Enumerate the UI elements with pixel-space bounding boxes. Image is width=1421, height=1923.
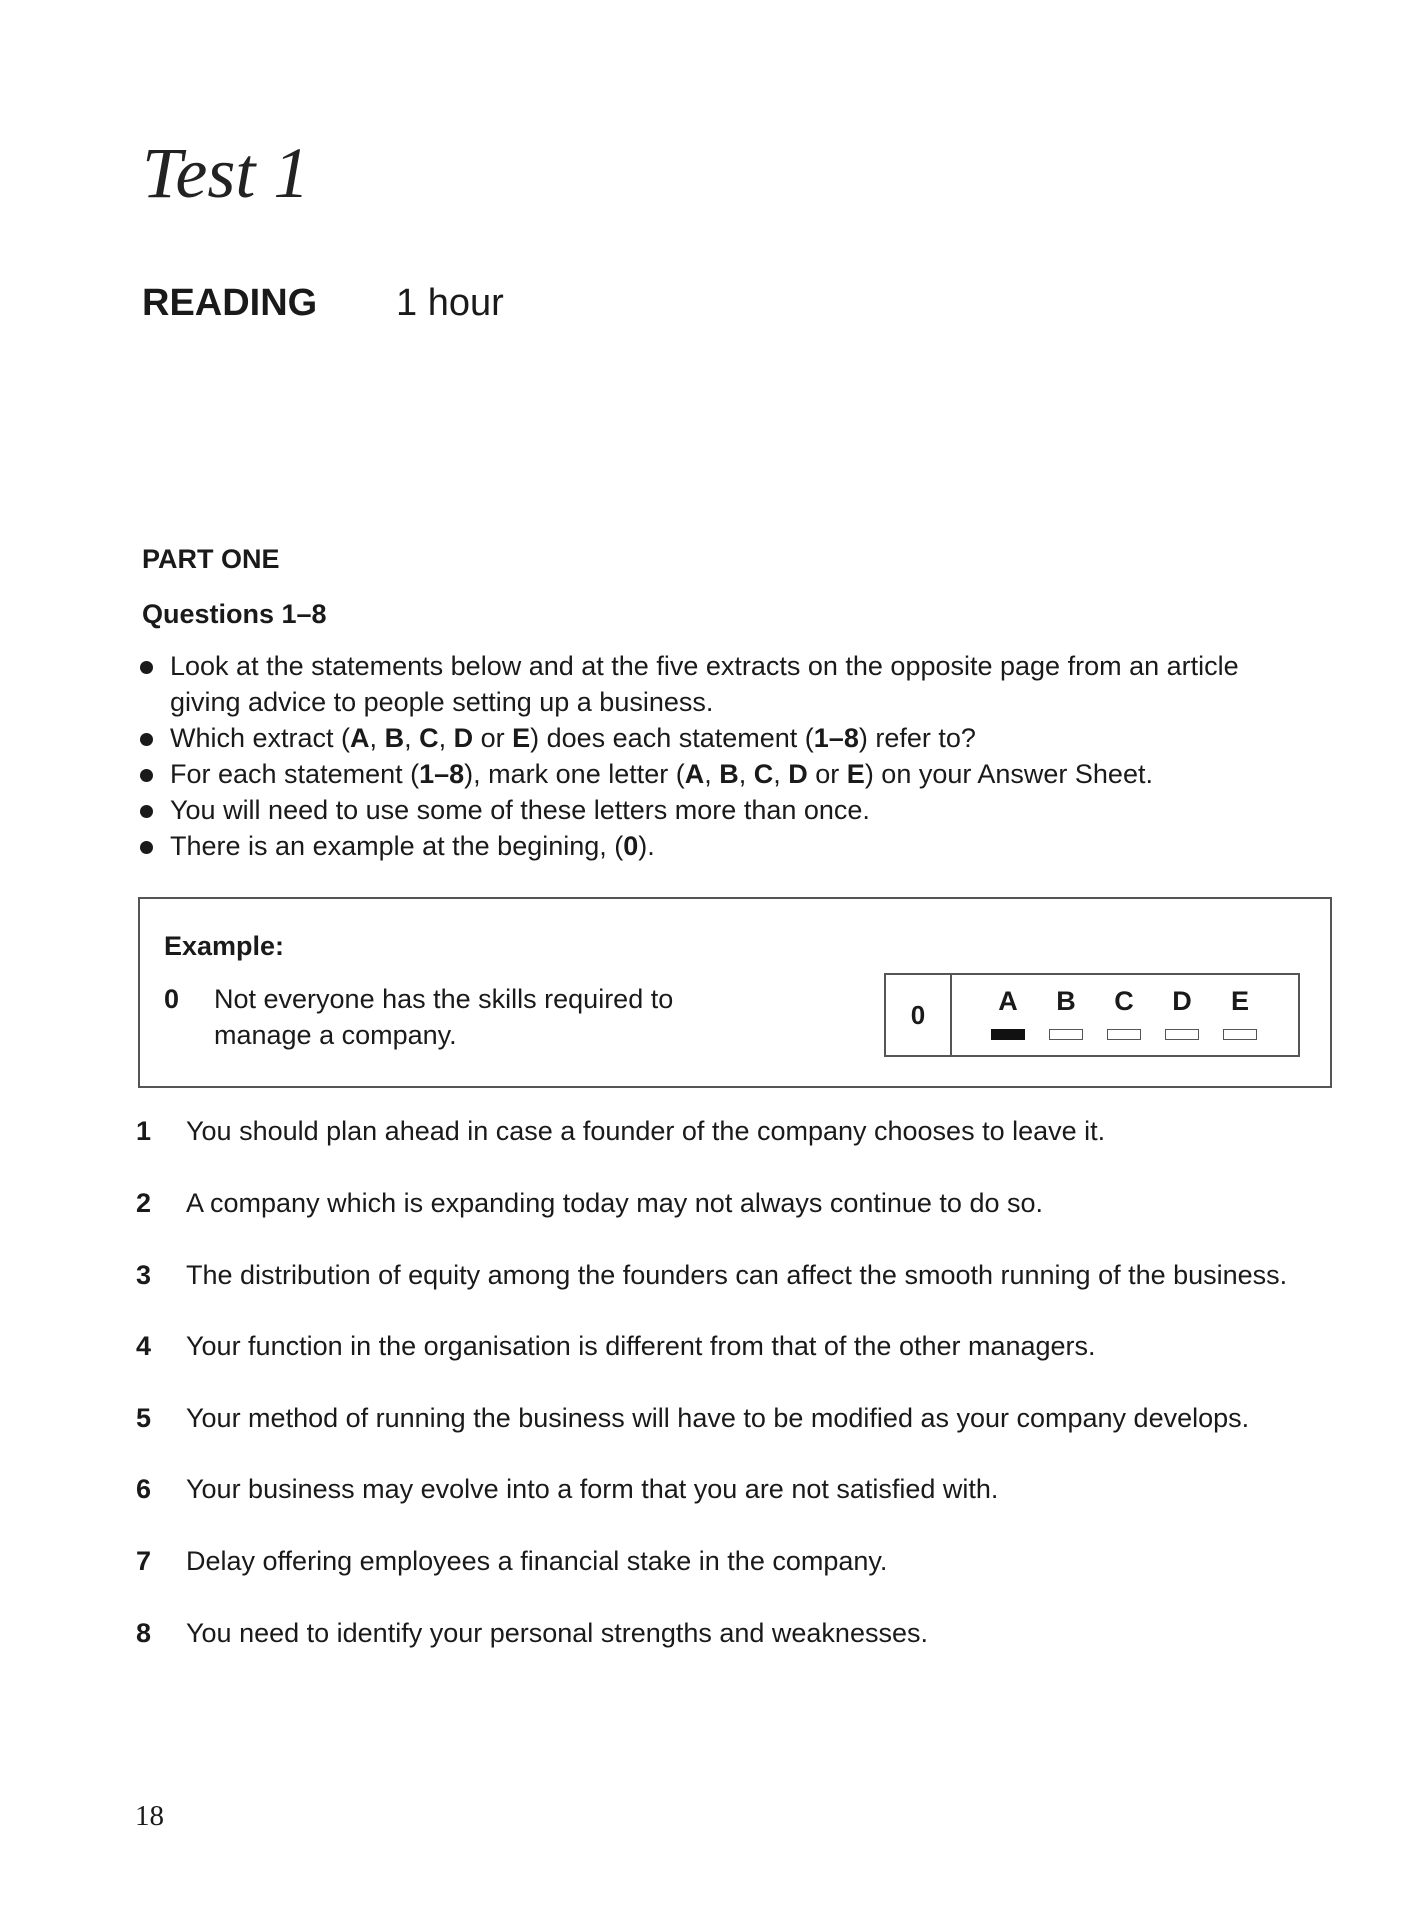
bullet-icon [140,841,153,854]
answer-option-a[interactable] [990,985,1026,1055]
question-text: The distribution of equity among the founders can affect the smooth running of the business. [186,1260,1288,1290]
question-item [136,1113,1296,1149]
section-time: 1 hour [396,282,504,324]
questions-range: Questions 1–8 [142,599,327,629]
bullet-icon [140,661,153,674]
bullet-icon [140,733,153,746]
option-letter: D [1172,986,1192,1016]
empty-answer-box-icon [1107,1029,1141,1040]
question-item [136,1543,1296,1579]
option-letter: A [998,986,1018,1016]
question-number: 1 [136,1116,152,1146]
question-number: 4 [136,1331,152,1361]
answer-option-c[interactable] [1106,985,1142,1055]
questions-list [136,1113,1296,1651]
question-text: You should plan ahead in case a founder of the company chooses to leave it. [186,1116,1106,1146]
option-letter: C [1114,986,1134,1016]
option-letter: E [1230,986,1249,1016]
answer-option-b[interactable] [1048,985,1084,1055]
bullet-icon [140,805,153,818]
empty-answer-box-icon [1165,1029,1199,1040]
example-statement: Not everyone has the skills required to manage a company. [214,984,674,1050]
part-title: PART ONE [142,544,280,574]
answer-option-e[interactable] [1222,985,1258,1055]
question-item [136,1400,1296,1436]
question-text: You need to identify your personal strengths and weaknesses. [186,1618,928,1648]
instruction-item: You will need to use some of these letters more than once. [136,792,1276,828]
question-item [136,1471,1296,1507]
page-number: 18 [135,1800,164,1832]
question-number: 8 [136,1618,152,1648]
instruction-item: Which extract (A, B, C, D or E) does each statement (1–8) refer to? [136,720,1276,756]
question-number: 7 [136,1546,152,1576]
section-name: READING [142,282,318,324]
example-label: Example: [164,931,285,961]
instruction-item: There is an example at the begining, (0). [136,828,1276,864]
example-box [138,897,1332,1088]
question-item [136,1185,1296,1221]
question-number: 5 [136,1403,152,1433]
instructions-list [136,648,1276,864]
instruction-item: For each statement (1–8), mark one letter (A, B, C, D or E) on your Answer Sheet. [136,756,1276,792]
question-text: A company which is expanding today may not always continue to do so. [186,1188,1043,1218]
question-number: 2 [136,1188,152,1218]
question-text: Your business may evolve into a form that you are not satisfied with. [186,1474,999,1504]
empty-answer-box-icon [1049,1029,1083,1040]
question-number: 3 [136,1260,152,1290]
answer-row-number: 0 [886,975,952,1055]
question-item [136,1615,1296,1651]
test-title: Test 1 [142,133,310,213]
answer-option-d[interactable] [1164,985,1200,1055]
option-letter: B [1056,986,1076,1016]
answer-options [952,975,1298,1055]
question-item [136,1257,1296,1293]
question-item [136,1328,1296,1364]
question-text: Delay offering employees a financial stake in the company. [186,1546,888,1576]
bullet-icon [140,769,153,782]
instruction-item: Look at the statements below and at the five extracts on the opposite page from an article giving advice to people setting up a business. [136,648,1276,720]
filled-answer-box-icon [991,1029,1025,1040]
empty-answer-box-icon [1223,1029,1257,1040]
question-text: Your function in the organisation is different from that of the other managers. [186,1331,1096,1361]
question-text: Your method of running the business will have to be modified as your company develops. [186,1403,1250,1433]
example-number: 0 [164,984,180,1014]
example-answer-grid [884,973,1300,1057]
question-number: 6 [136,1474,152,1504]
